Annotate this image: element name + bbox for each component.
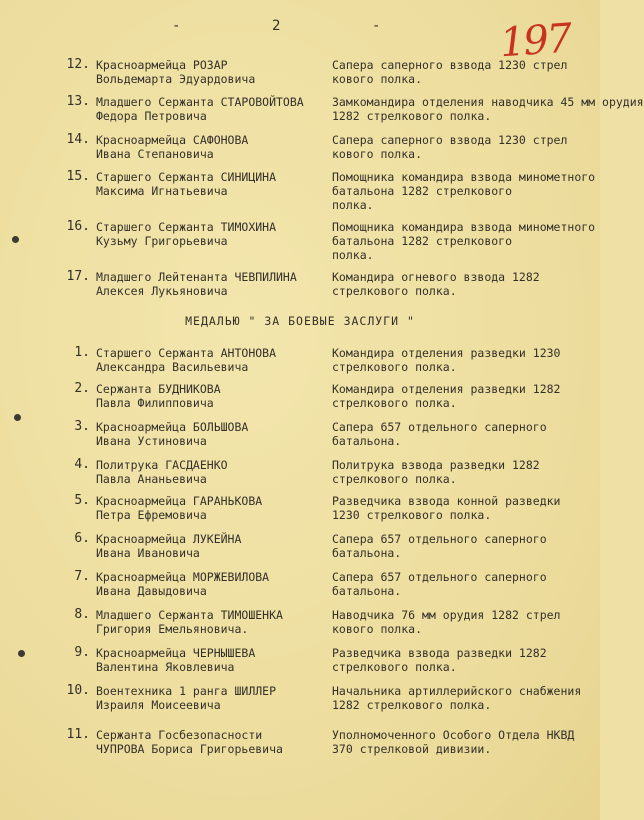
name-line: Израиля Моисеевича (96, 698, 221, 712)
position-line: Командира огневого взвода 1282 (332, 270, 540, 284)
entry-position (332, 382, 597, 410)
position-line: Командира отделения разведки 1282 (332, 382, 561, 396)
position-line: стрелкового полка. (332, 284, 457, 298)
name-line: Федора Петровича (96, 109, 207, 123)
entry-position (332, 220, 597, 262)
position-line: Разведчика взвода разведки 1282 (332, 646, 547, 660)
entry-position (332, 532, 597, 560)
entry-name (96, 133, 326, 161)
position-line: стрелкового полка. (332, 472, 457, 486)
position-line: Сапера 657 отдельного саперного (332, 420, 547, 434)
name-line: Алексея Лукьяновича (96, 284, 228, 298)
position-line: кового полка. (332, 622, 423, 636)
entry-position (332, 458, 597, 486)
name-line: Красноармейца САФОНОВА (96, 133, 249, 147)
handwritten-folio-number: 197 (498, 15, 572, 67)
punch-hole (12, 236, 19, 243)
name-line: Красноармейца ЧЕРНЫШЕВА (96, 646, 256, 660)
name-line: Сержанта БУДНИКОВА (96, 382, 221, 396)
entry-name (96, 270, 326, 298)
entry-number: 10. (66, 683, 90, 698)
name-line: Младшего Сержанта ТИМОШЕНКА (96, 608, 283, 622)
position-line: кового полка. (332, 72, 423, 86)
entry-name (96, 494, 326, 522)
entry-name (96, 728, 326, 756)
position-line: Начальника артиллерийского снабжения (332, 684, 582, 698)
position-line: кового полка. (332, 147, 423, 161)
entry-name (96, 646, 326, 674)
entry-name (96, 346, 326, 374)
entry-number: 11. (66, 727, 90, 742)
entry-position (332, 346, 597, 374)
name-line: Кузьму Григорьевича (96, 234, 228, 248)
entry-position (332, 133, 597, 161)
position-line: батальона 1282 стрелкового (332, 234, 513, 248)
entry-name (96, 570, 326, 598)
name-line: Старшего Сержанта ТИМОХИНА (96, 220, 277, 234)
name-line: Павла Ананьевича (96, 472, 207, 486)
entry-number: 7. (74, 569, 90, 584)
header-dash-right: - (372, 18, 381, 34)
position-line: батальона. (332, 546, 402, 560)
position-line: 1282 стрелкового полка. (332, 109, 492, 123)
punch-hole (14, 414, 21, 421)
position-line: Сапера 657 отдельного саперного (332, 532, 547, 546)
page-number: 2 (272, 18, 281, 34)
entry-name (96, 458, 326, 486)
name-line: Красноармейца МОРЖЕВИЛОВА (96, 570, 270, 584)
name-line: Политрука ГАСДАЕНКО (96, 458, 228, 472)
position-line: Разведчика взвода конной разведки (332, 494, 561, 508)
name-line: Максима Игнатьевича (96, 184, 228, 198)
entry-number: 17. (66, 269, 90, 284)
entry-position (332, 420, 597, 448)
name-line: Младшего Сержанта СТАРОВОЙТОВА (96, 95, 304, 109)
position-line: полка. (332, 198, 374, 212)
position-line: стрелкового полка. (332, 360, 457, 374)
position-line: Сапера саперного взвода 1230 стрел (332, 133, 568, 147)
name-line: Младшего Лейтенанта ЧЕВПИЛИНА (96, 270, 297, 284)
position-line: полка. (332, 248, 374, 262)
position-line: Помощника командира взвода минометного (332, 220, 596, 234)
entry-number: 2. (74, 381, 90, 396)
entry-number: 8. (74, 607, 90, 622)
entry-number: 4. (74, 457, 90, 472)
position-line: Замкомандира отделения наводчика 45 мм орудия (332, 95, 644, 109)
section-title-medal: МЕДАЛЬЮ " ЗА БОЕВЫЕ ЗАСЛУГИ " (185, 314, 415, 328)
name-line: Красноармейца ГАРАНЬКОВА (96, 494, 263, 508)
position-line: батальона. (332, 434, 402, 448)
position-line: стрелкового полка. (332, 660, 457, 674)
entry-name (96, 170, 326, 198)
entry-number: 14. (66, 132, 90, 147)
entry-position (332, 646, 597, 674)
name-line: Ивана Ивановича (96, 546, 200, 560)
entry-name (96, 608, 326, 636)
entry-position (332, 58, 597, 86)
entry-position (332, 684, 597, 712)
name-line: Старшего Сержанта АНТОНОВА (96, 346, 277, 360)
position-line: 370 стрелковой дивизии. (332, 742, 492, 756)
entry-name (96, 220, 326, 248)
entry-number: 9. (74, 645, 90, 660)
position-line: Политрука взвода разведки 1282 (332, 458, 540, 472)
entry-position (332, 608, 597, 636)
entry-position (332, 170, 597, 212)
name-line: Красноармейца РОЗАР (96, 58, 228, 72)
name-line: Валентина Яковлевича (96, 660, 235, 674)
entry-number: 5. (74, 493, 90, 508)
name-line: Ивана Степановича (96, 147, 214, 161)
position-line: батальона. (332, 584, 402, 598)
entry-number: 15. (66, 169, 90, 184)
position-line: батальона 1282 стрелкового (332, 184, 513, 198)
position-line: Помощника командира взвода минометного (332, 170, 596, 184)
position-line: стрелкового полка. (332, 396, 457, 410)
entry-name (96, 382, 326, 410)
name-line: Ивана Давыдовича (96, 584, 207, 598)
header-dash-left: - (172, 18, 181, 34)
name-line: Красноармейца БОЛЬШОВА (96, 420, 249, 434)
entry-number: 1. (74, 345, 90, 360)
entry-number: 16. (66, 219, 90, 234)
entry-number: 3. (74, 419, 90, 434)
name-line: Сержанта Госбезопасности (96, 728, 263, 742)
entry-position (332, 270, 597, 298)
entry-position (332, 570, 597, 598)
entry-name (96, 58, 326, 86)
entry-name (96, 684, 326, 712)
name-line: Ивана Устиновича (96, 434, 207, 448)
position-line: 1282 стрелкового полка. (332, 698, 492, 712)
entry-name (96, 95, 326, 123)
name-line: Воентехника 1 ранга ШИЛЛЕР (96, 684, 277, 698)
entry-name (96, 420, 326, 448)
entry-position (332, 728, 597, 756)
name-line: Павла Филипповича (96, 396, 214, 410)
position-line: Командира отделения разведки 1230 (332, 346, 561, 360)
entry-position (332, 494, 597, 522)
name-line: Вольдемарта Эдуардовича (96, 72, 256, 86)
entry-number: 13. (66, 94, 90, 109)
position-line: Уполномоченного Особого Отдела НКВД (332, 728, 575, 742)
name-line: Старшего Сержанта СИНИЦИНА (96, 170, 277, 184)
position-line: 1230 стрелкового полка. (332, 508, 492, 522)
name-line: Григория Емельяновича. (96, 622, 249, 636)
position-line: Сапера 657 отдельного саперного (332, 570, 547, 584)
entry-position (332, 95, 644, 123)
name-line: Красноармейца ЛУКЕЙНА (96, 532, 242, 546)
position-line: Наводчика 76 мм орудия 1282 стрел (332, 608, 561, 622)
name-line: Александра Васильевича (96, 360, 249, 374)
position-line: Сапера саперного взвода 1230 стрел (332, 58, 568, 72)
name-line: ЧУПРОВА Бориса Григорьевича (96, 742, 283, 756)
entry-number: 12. (66, 57, 90, 72)
name-line: Петра Ефремовича (96, 508, 207, 522)
entry-number: 6. (74, 531, 90, 546)
entry-name (96, 532, 326, 560)
punch-hole (18, 650, 25, 657)
